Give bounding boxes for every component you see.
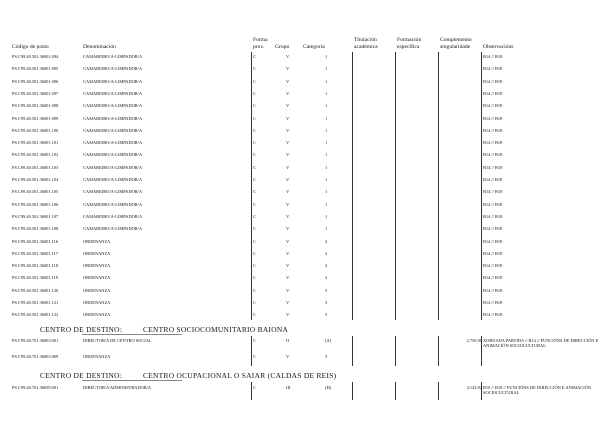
cell-grupo: V (286, 54, 290, 59)
cell-categoria: 3 (325, 250, 328, 256)
table-row (0, 54, 615, 66)
cell-observacions: B14 // B18 (483, 213, 503, 219)
header-titulacion-2: académica (354, 44, 378, 50)
table-row (0, 140, 615, 152)
cell-forma: C (253, 338, 256, 343)
cell-code: PS.C99.40.501.36001.104 (12, 177, 59, 182)
header-grupo: Grupo (275, 44, 290, 50)
table-row (0, 189, 615, 201)
cell-categoria: 1 (325, 213, 328, 219)
cell-grupo: V (286, 90, 290, 96)
cell-grupo: V (286, 263, 290, 269)
table-row (0, 165, 615, 177)
table-row (0, 152, 615, 164)
cell-grupo: V (286, 78, 290, 84)
header-formacion-2: específica (397, 44, 420, 50)
cell-denomination: CAMAREIRO/A-LIMPADOR/A (83, 226, 143, 232)
cell-categoria: 1 (325, 201, 328, 207)
cell-forma: C (253, 263, 256, 269)
cell-observacions: B14 // B18 (483, 189, 503, 195)
cell-observacions: B14 // B18 (483, 140, 503, 146)
cell-grupo: V (286, 127, 290, 133)
cell-categoria: 1 (325, 115, 328, 121)
cell-forma: C (253, 127, 256, 133)
header-forma-2: prov. (253, 44, 265, 50)
cell-code: PS.C99.40.501.36001.094 (12, 54, 59, 59)
cell-denomination: CAMAREIRO/A-LIMPADOR/A (83, 90, 143, 96)
cell-categoria: 1 (325, 66, 328, 72)
cell-code: PS.C99.40.501.36001.096 (12, 78, 59, 84)
cell-forma: C (253, 164, 256, 170)
cell-categoria: 3 (325, 300, 328, 305)
table-row (0, 251, 615, 263)
cell-forma: C (253, 90, 256, 96)
cell-grupo: V (286, 354, 290, 359)
cell-grupo: V (286, 177, 290, 182)
cell-categoria: 1 (325, 226, 328, 232)
cell-forma: C (253, 66, 256, 72)
cell-denomination: ORDENANZA (83, 250, 111, 256)
cell-observacions: B14 // B18 (483, 103, 503, 109)
cell-forma: C (253, 201, 256, 207)
cell-observacions: B14 // B18 (483, 78, 503, 84)
table-row (0, 239, 615, 251)
cell-observacions: B14 // B18 (483, 226, 503, 232)
cell-grupo: V (286, 287, 290, 293)
cell-categoria: (A) (325, 338, 332, 343)
center-label: CENTRO DE DESTINO: (40, 371, 123, 380)
cell-grupo: V (286, 152, 290, 158)
cell-categoria: 1 (325, 127, 328, 133)
cell-code: PS.C99.40.501.36001.102 (12, 152, 59, 158)
cell-grupo: V (286, 103, 290, 109)
table-row (0, 312, 615, 324)
cell-code: PS.C99.40.501.36001.117 (12, 250, 59, 256)
cell-denomination: CAMAREIRO/A-LIMPADOR/A (83, 140, 143, 146)
cell-denomination: CAMAREIRO/A-LIMPADOR/A (83, 177, 143, 182)
cell-grupo: V (286, 189, 290, 195)
cell-forma: C (253, 152, 256, 158)
cell-observacions: B14 // B18 (483, 250, 503, 256)
table-row (0, 103, 615, 115)
cell-code: PS.C99.40.701.36003.001 (12, 338, 59, 343)
cell-code: PS.C99.40.501.36001.105 (12, 189, 59, 195)
cell-grupo: II (286, 338, 289, 343)
cell-denomination: ORDENANZA (83, 263, 111, 269)
header-denomination: Denominación (83, 44, 116, 50)
cell-code: PS.C99.40.501.36001.100 (12, 127, 59, 133)
cell-denomination: ORDENANZA (83, 354, 111, 359)
cell-code: PS.C99.40.501.36001.118 (12, 263, 59, 269)
table-row (0, 385, 615, 397)
cell-categoria: 1 (325, 152, 328, 158)
cell-denomination: ORDENANZA (83, 275, 111, 281)
cell-categoria: 1 (325, 78, 328, 84)
cell-forma: C (253, 354, 256, 359)
cell-observacions: B14 // B18 (483, 238, 503, 244)
cell-observacions: B14 // B18 (483, 66, 503, 72)
header-complemento-1: Complemento (440, 37, 472, 43)
cell-observacions: B14 // B18 (483, 275, 503, 281)
table-row (0, 354, 615, 366)
cell-denomination: CAMAREIRO/A-LIMPADOR/A (83, 66, 143, 72)
cell-forma: C (253, 177, 256, 182)
cell-grupo: III (286, 385, 291, 390)
cell-observacions: B14 // B18 (483, 164, 503, 170)
header-formacion-1: Formación (397, 37, 422, 43)
cell-forma: C (253, 287, 256, 293)
cell-categoria: 3 (325, 263, 328, 269)
cell-denomination: CAMAREIRO/A-LIMPADOR/A (83, 115, 143, 121)
cell-categoria: 1 (325, 90, 328, 96)
cell-grupo: V (286, 226, 290, 232)
cell-observacions: B14 // B18 (483, 287, 503, 293)
header-titulacion-1: Titulación (354, 37, 377, 43)
cell-denomination: ORDENANZA (83, 300, 111, 305)
cell-denomination: CAMAREIRO/A-LIMPADOR/A (83, 103, 143, 109)
cell-forma: C (253, 103, 256, 109)
cell-forma: C (253, 275, 256, 281)
table-row (0, 128, 615, 140)
table-row (0, 202, 615, 214)
cell-forma: C (253, 238, 256, 244)
cell-forma: C (253, 226, 256, 232)
cell-observacions: B14 // B18 (483, 300, 503, 305)
cell-categoria: 3 (325, 238, 328, 244)
center-underline (82, 380, 182, 381)
cell-forma: C (253, 250, 256, 256)
table-row (0, 91, 615, 103)
cell-grupo: V (286, 201, 290, 207)
table-row (0, 79, 615, 91)
cell-forma: C (253, 54, 256, 59)
cell-denomination: CAMAREIRO/A-LIMPADOR/A (83, 127, 143, 133)
cell-categoria: 1 (325, 189, 328, 195)
header-code: Código de posto (12, 44, 49, 50)
cell-code: PS.C99.40.501.36001.107 (12, 213, 59, 219)
cell-denomination: CAMAREIRO/A-LIMPADOR/A (83, 152, 143, 158)
cell-denomination: ORDENANZA (83, 287, 111, 293)
cell-code: PS.C99.40.701.36003.069 (12, 354, 59, 359)
cell-code: PS.C99.40.501.36001.120 (12, 287, 59, 293)
cell-code: PS.C99.40.501.36001.099 (12, 115, 59, 121)
cell-grupo: V (286, 238, 290, 244)
cell-code: PS.C99.40.501.36001.121 (12, 300, 59, 305)
cell-grupo: V (286, 213, 290, 219)
cell-denomination: CAMAREIRO/A-LIMPADOR/A (83, 201, 143, 207)
header-complemento-2: singularidade (440, 44, 471, 50)
cell-categoria: 1 (325, 54, 328, 59)
cell-denomination: CAMAREIRO/A-LIMPADOR/A (83, 78, 143, 84)
cell-observacions: B14 // B18 (483, 152, 503, 158)
cell-forma: C (253, 213, 256, 219)
header-observacions: Observacións (483, 44, 514, 50)
cell-code: PS.C99.40.501.36001.101 (12, 140, 59, 146)
cell-grupo: V (286, 250, 290, 256)
cell-code: PS.C99.40.501.36001.098 (12, 103, 59, 109)
cell-forma: C (253, 312, 256, 318)
cell-code: PS.C99.40.501.36001.097 (12, 90, 59, 96)
table-row (0, 116, 615, 128)
cell-denomination: ORDENANZA (83, 312, 111, 318)
cell-observacions: B14 // B18 (483, 115, 503, 121)
center-label: CENTRO DE DESTINO: (40, 325, 123, 334)
table-row (0, 338, 615, 350)
cell-denomination: CAMAREIRO/A-LIMPADOR/A (83, 189, 143, 195)
cell-denomination: DIRECTOR/A DE CENTRO SOCIAL (83, 338, 152, 343)
cell-grupo: V (286, 140, 290, 146)
cell-denomination: CAMAREIRO/A-LIMPADOR/A (83, 164, 143, 170)
cell-forma: C (253, 385, 256, 390)
cell-complemento: 4.123,92 (466, 385, 482, 390)
cell-code: PS.C99.40.501.36001.116 (12, 238, 59, 244)
table-row (0, 66, 615, 78)
table-row (0, 226, 615, 238)
cell-categoria: (D) (325, 385, 332, 390)
cell-code: PS.C99.40.501.36001.119 (12, 275, 59, 281)
cell-complemento: 2.750,00 (466, 338, 482, 343)
cell-denomination: ORDENANZA (83, 238, 111, 244)
cell-observacions: B14 // B18 (483, 127, 503, 133)
cell-grupo: V (286, 275, 290, 281)
cell-grupo: V (286, 66, 290, 72)
cell-categoria: 3 (325, 312, 328, 318)
cell-denomination: CAMAREIRO/A-LIMPADOR/A (83, 213, 143, 219)
cell-forma: C (253, 140, 256, 146)
cell-forma: C (253, 189, 256, 195)
cell-categoria: 3 (325, 354, 328, 359)
cell-denomination: DIRECTOR/A ADMINISTRADOR/A (83, 385, 152, 390)
cell-categoria: 1 (325, 164, 328, 170)
cell-forma: C (253, 78, 256, 84)
center-underline (82, 334, 182, 335)
cell-observacions: B10 // B18 // FUNCIÓNS DE DIRECCIÓN E ANIMACIÓN SOCIOCULTURAL (483, 385, 592, 395)
cell-forma: C (253, 115, 256, 121)
cell-grupo: V (286, 300, 290, 305)
cell-categoria: 3 (325, 275, 328, 281)
cell-categoria: 1 (325, 177, 328, 182)
cell-code: PS.C99.40.701.36059.001 (12, 385, 59, 390)
table-row (0, 263, 615, 275)
cell-grupo: V (286, 164, 290, 170)
cell-grupo: V (286, 312, 290, 318)
cell-observacions: B14 // B18 (483, 177, 503, 182)
cell-categoria: 1 (325, 140, 328, 146)
cell-observacions: B14 // B18 (483, 312, 503, 318)
cell-observacions: B14 // B18 (483, 54, 503, 59)
cell-grupo: V (286, 115, 290, 121)
header-forma-1: Forma (253, 37, 268, 43)
cell-observacions: B14 // B18 (483, 263, 503, 269)
cell-code: PS.C99.40.501.36001.106 (12, 201, 59, 207)
table-row (0, 275, 615, 287)
center-name: CENTRO SOCIOCOMUNITARIO BAIONA (143, 325, 289, 334)
table-row (0, 300, 615, 312)
table-row (0, 288, 615, 300)
cell-categoria: 1 (325, 103, 328, 109)
table-header (0, 34, 615, 50)
cell-code: PS.C99.40.501.36001.095 (12, 66, 59, 72)
cell-code: PS.C99.40.501.36001.122 (12, 312, 59, 318)
center-name: CENTRO OCUPACIONAL O SAIAR (CALDAS DE REIS) (143, 371, 337, 380)
header-categoria: Categoría (303, 44, 325, 50)
cell-forma: C (253, 300, 256, 305)
cell-categoria: 3 (325, 287, 328, 293)
cell-denomination: CAMAREIRO/A-LIMPADOR/A (83, 54, 143, 59)
table-row (0, 214, 615, 226)
cell-observacions: B14 // B18 (483, 90, 503, 96)
cell-observacions: B14 // B18 (483, 201, 503, 207)
cell-code: PS.C99.40.501.36001.103 (12, 164, 59, 170)
cell-observacions: XORNADA PARTIDA // B14 // FUNCIÓNS DE DIRECCIÓN E ANIMACIÓN SOCIOCULTURAL (483, 338, 599, 348)
table-row (0, 177, 615, 189)
cell-code: PS.C99.40.501.36001.108 (12, 226, 59, 232)
